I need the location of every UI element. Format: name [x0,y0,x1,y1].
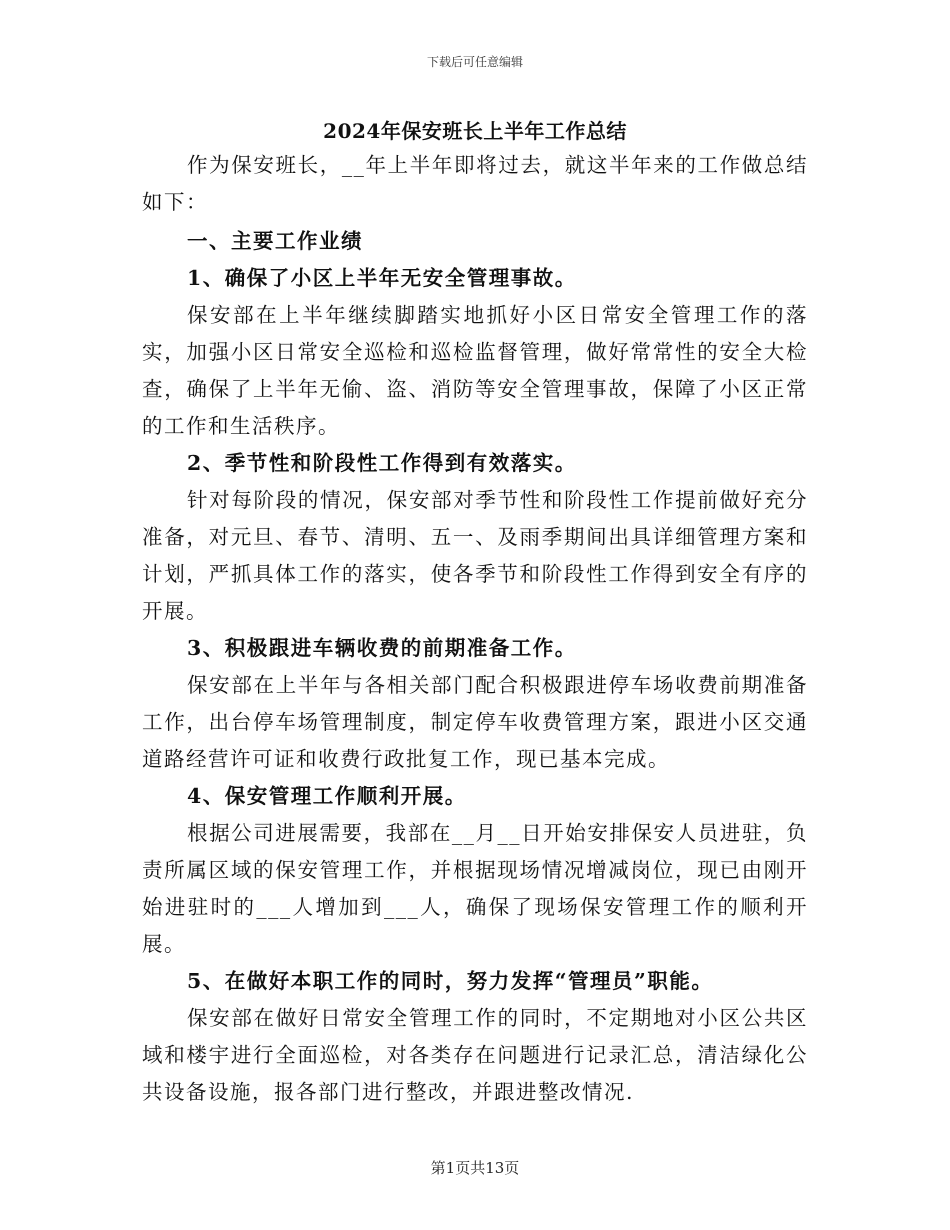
subheading-3: 3、积极跟进车辆收费的前期准备工作。 [187,636,577,660]
intro-paragraph: 作为保安班长，__年上半年即将过去，就这半年来的工作做总结如下： [142,153,808,214]
body-paragraph-3: 保安部在上半年与各相关部门配合积极跟进停车场收费前期准备工作，出台停车场管理制度，制定停车收费管理方案，跟进小区交通道路经营许可证和收费行政批复工作，现已基本完成。 [142,673,808,771]
page-number-footer: 第1页共13页 [430,1159,520,1177]
subheading-4: 4、保安管理工作顺利开展。 [187,784,467,808]
subheading-1: 1、确保了小区上半年无安全管理事故。 [187,266,577,290]
section-heading-main-achievements: 一、主要工作业绩 [187,229,363,253]
document-body [142,147,808,1111]
subheading-5: 5、在做好本职工作的同时，努力发挥“管理员”职能。 [187,969,714,993]
body-paragraph-1: 保安部在上半年继续脚踏实地抓好小区日常安全管理工作的落实，加强小区日常安全巡检和巡检监督管理，做好常常性的安全大检查，确保了上半年无偷、盗、消防等安全管理事故，保障了小区正常的工作和生活秩序。 [142,303,808,438]
body-paragraph-5: 保安部在做好日常安全管理工作的同时，不定期地对小区公共区域和楼宇进行全面巡检，对各类存在问题进行记录汇总，清洁绿化公共设备设施，报各部门进行整改，并跟进整改情况. [142,1006,808,1104]
body-paragraph-2: 针对每阶段的情况，保安部对季节性和阶段性工作提前做好充分准备，对元旦、春节、清明、五一、及雨季期间出具详细管理方案和计划，严抓具体工作的落实，使各季节和阶段性工作得到安全有序的开展。 [142,488,808,623]
body-paragraph-4: 根据公司进展需要，我部在__月__日开始安排保安人员进驻，负责所属区域的保安管理工作，并根据现场情况增减岗位，现已由刚开始进驻时的___人增加到___人，确保了现场保安管理工作的顺利开展。 [142,821,808,956]
subheading-2: 2、季节性和阶段性工作得到有效落实。 [187,451,577,475]
document-title: 2024年保安班长上半年工作总结 [323,119,627,143]
page-header-note: 下载后可任意编辑 [426,55,523,69]
